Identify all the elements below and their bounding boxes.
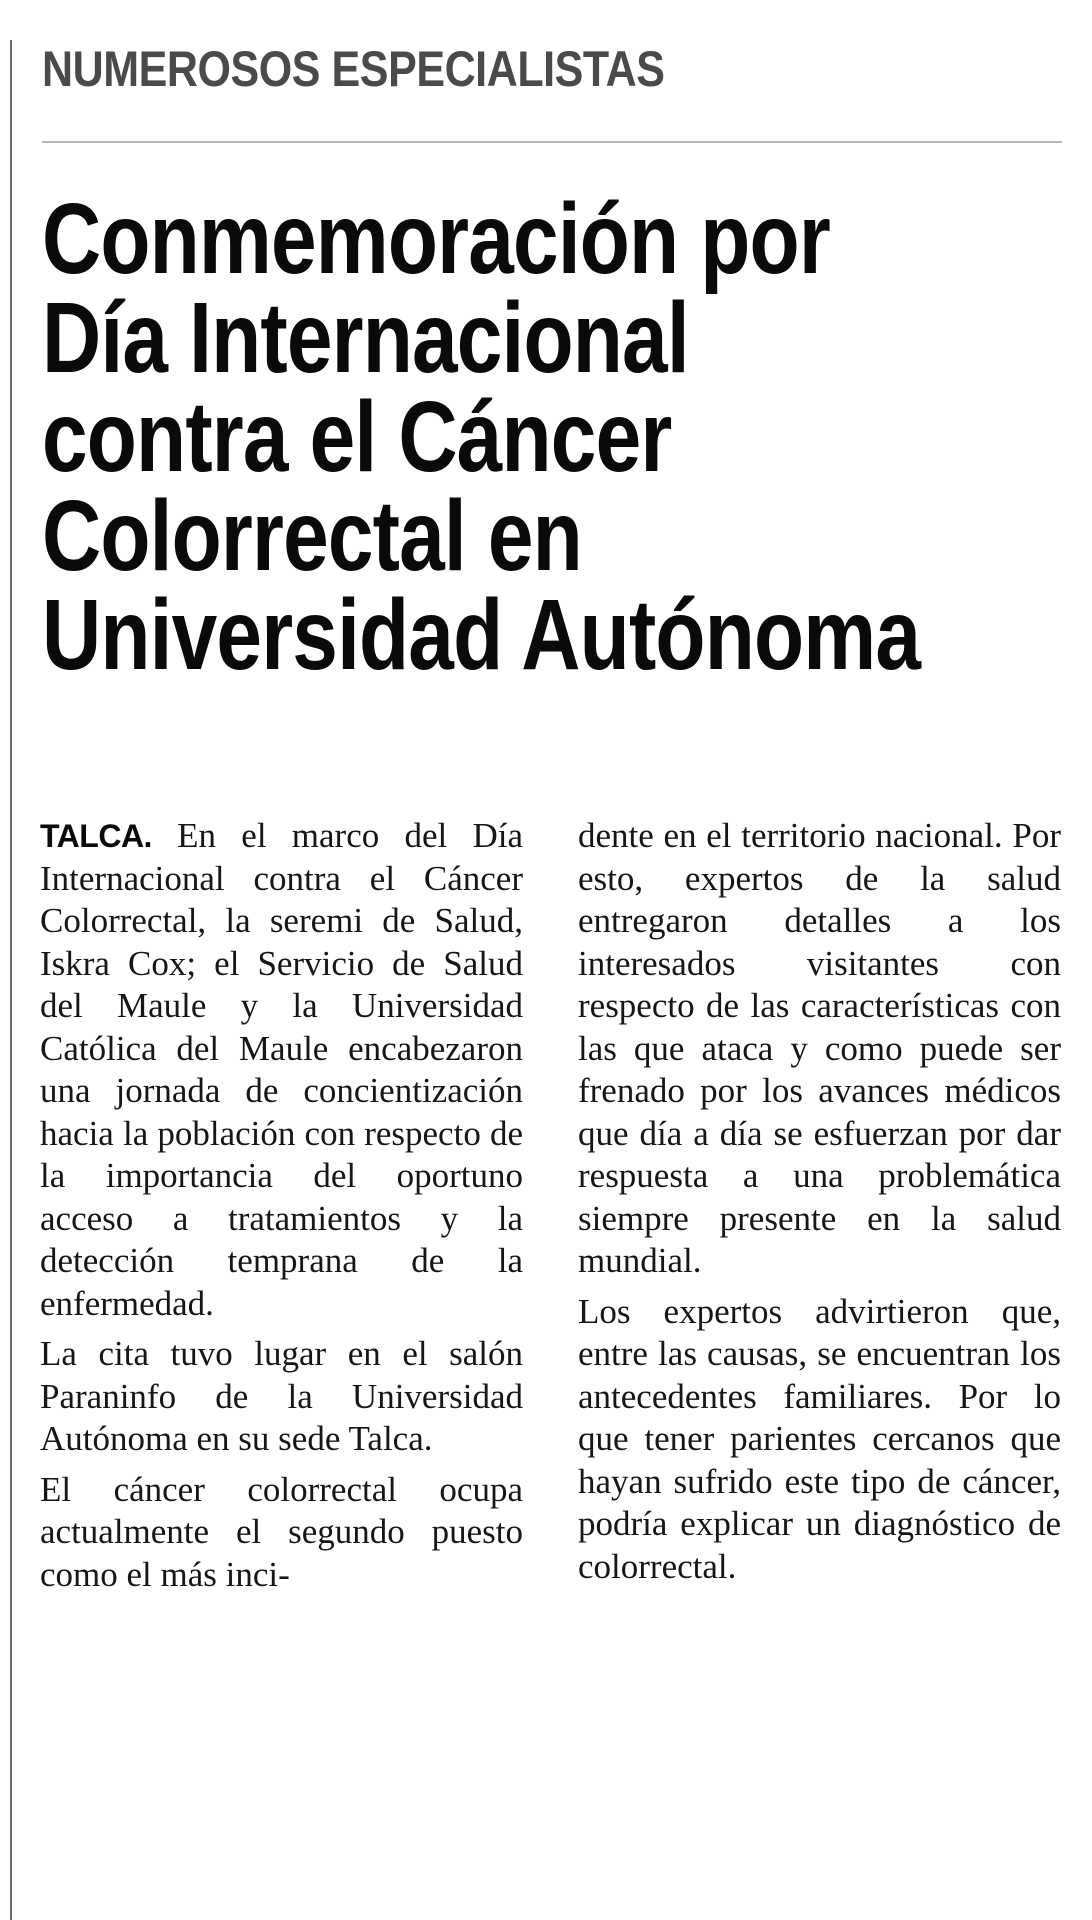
body-paragraph: Los expertos advirtieron que, entre las causas, se encuentran los antecedentes familiares. Por lo que tener parientes cercanos que hayan sufrido este tipo de cáncer, podría explicar un diagnóstico de colorrectal. (578, 1291, 1061, 1586)
headline-line: Universidad Autónoma (42, 579, 921, 691)
column-rule-left (10, 40, 12, 1920)
paragraph-text: En el marco del Día Internacional contra el Cáncer Colorrectal, la seremi de Salud, Iskra Cox; el Servicio de Salud del Maule y la Universidad Católica del Maule encabezaron una jornada de concientización hacia la población con respecto de la importancia del oportuno acceso a tratamientos y la detección temprana de la enfermedad. (40, 816, 523, 1323)
body-column-left (40, 815, 523, 1604)
body-paragraph (40, 815, 523, 1325)
body-paragraph: La cita tuvo lugar en el salón Paraninfo de la Universidad Autónoma en su sede Talca. (40, 1334, 523, 1458)
kicker-divider (42, 141, 1062, 143)
headline-line: contra el Cáncer (42, 381, 672, 493)
body-paragraph: El cáncer colorrectal ocupa actualmente el segundo puesto como el más inci- (40, 1469, 523, 1594)
headline-line: Día Internacional (42, 282, 689, 394)
body-column-right (578, 815, 1061, 1596)
headline-line: Conmemoración por (42, 183, 830, 295)
headline (42, 183, 1026, 691)
kicker: NUMEROSOS ESPECIALISTAS (42, 41, 665, 97)
body-paragraph: dente en el territorio nacional. Por esto, expertos de la salud entregaron detalles a los interesados visitantes con respecto de las características con las que ataca y como puede ser frenado por los avances médicos que día a día se esfuerzan por dar respuesta a una problemática siempre presente en la salud mundial. (578, 816, 1061, 1280)
dateline: TALCA. (40, 818, 152, 854)
headline-line: Colorrectal en (42, 480, 582, 592)
